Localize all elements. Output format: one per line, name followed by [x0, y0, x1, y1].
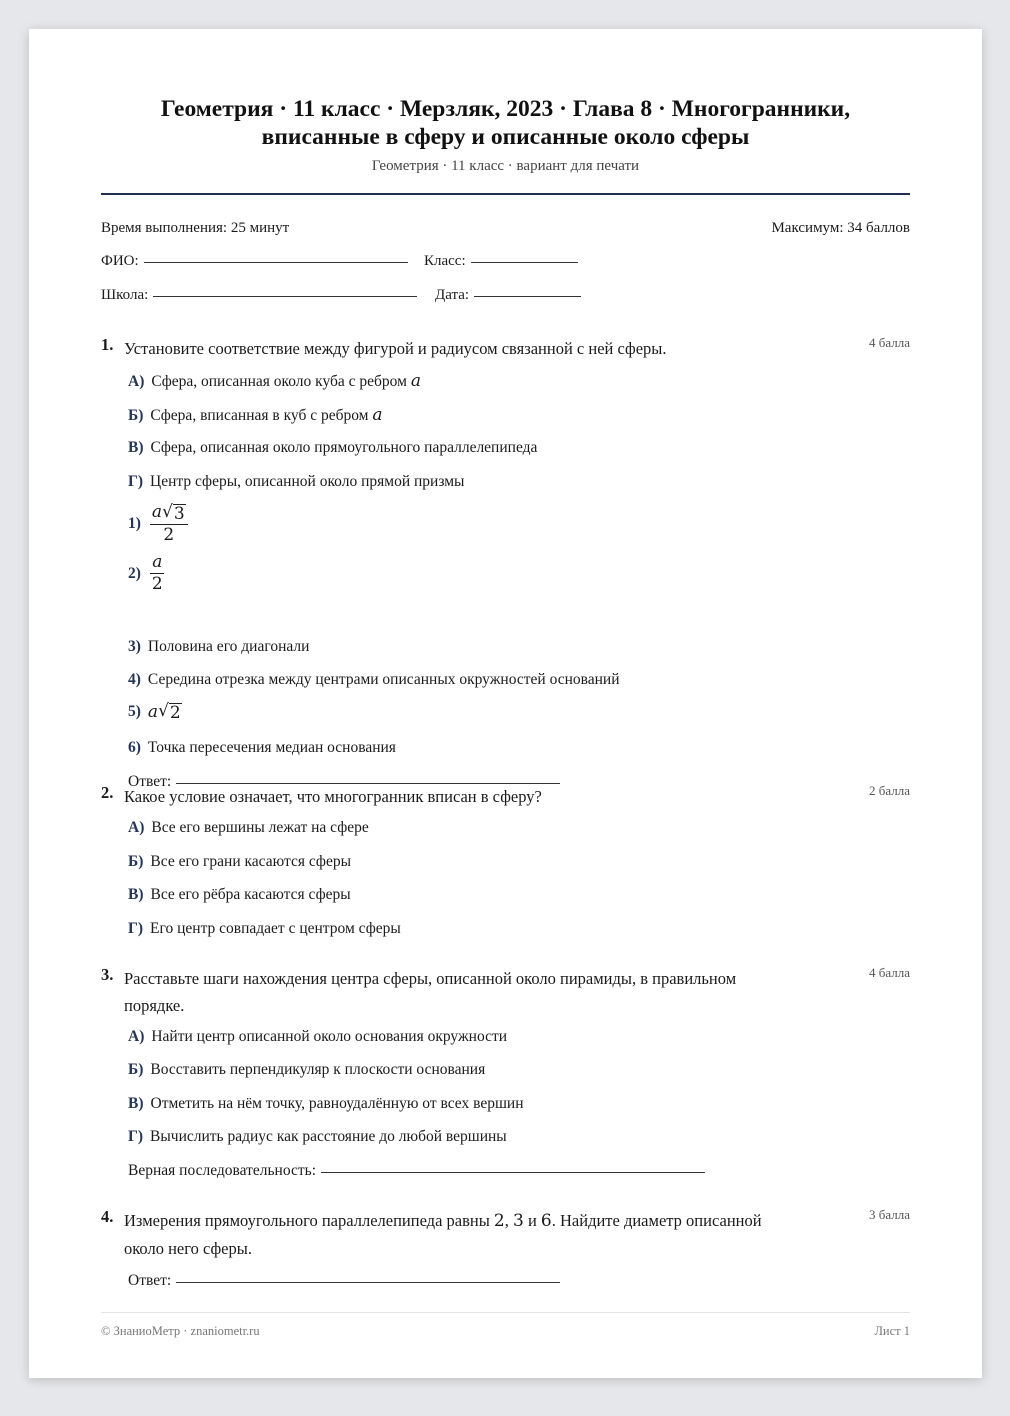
option-label: 2) — [128, 564, 141, 582]
number: 6 — [540, 1211, 552, 1231]
denominator: 2 — [163, 525, 175, 545]
school-field[interactable] — [101, 287, 417, 304]
option-item — [128, 701, 182, 723]
class-label: Класс: — [424, 253, 466, 269]
item-text: Восставить перпендикуляр к плоскости основания — [150, 1061, 486, 1078]
fio-line[interactable] — [144, 261, 408, 263]
list-item — [128, 371, 421, 391]
item-text: Отметить на нём точку, равноудалённую от всех вершин — [150, 1095, 524, 1112]
sequence-answer-field[interactable] — [128, 1162, 705, 1180]
footer-divider — [101, 1312, 910, 1313]
item-label: Г) — [128, 473, 144, 490]
page-title — [101, 95, 910, 151]
item-label: В) — [128, 439, 144, 456]
copyright: © ЗнаниоМетр · znaniometr.ru — [101, 1324, 260, 1338]
question-number: 1. — [101, 335, 114, 354]
item-label: Г) — [128, 920, 144, 937]
item-text: Все его грани касаются сферы — [150, 853, 352, 870]
item-text: Найти центр описанной около основания окружности — [151, 1028, 508, 1045]
option-item — [128, 502, 188, 546]
list-item — [128, 920, 401, 938]
item-text: Центр сферы, описанной около прямой призмы — [150, 473, 465, 490]
question-text — [124, 1207, 820, 1262]
item-label: В) — [128, 1095, 144, 1112]
answer-label: Верная последовательность: — [128, 1162, 317, 1179]
max-score: Максимум: 34 баллов — [771, 220, 910, 236]
item-text: Сфера, описанная около прямоугольного параллелепипеда — [150, 439, 538, 456]
question-text-part: Измерения прямоугольного параллелепипеда равны — [124, 1211, 490, 1230]
question-points: 3 балла — [869, 1207, 910, 1222]
sqrt: √ 2 — [158, 701, 181, 723]
item-label: Б) — [128, 853, 144, 870]
class-field[interactable] — [424, 253, 578, 270]
list-item — [128, 1061, 485, 1079]
option-label: 6) — [128, 739, 141, 756]
fraction: a √ 3 2 — [150, 502, 188, 546]
page-footer — [101, 1324, 910, 1339]
option-text: Половина его диагонали — [147, 638, 310, 655]
option-label: 5) — [128, 703, 141, 720]
option-text: Точка пересечения медиан основания — [147, 739, 396, 756]
list-item — [128, 439, 537, 457]
list-item — [128, 473, 464, 491]
date-label: Дата: — [435, 287, 470, 303]
list-item — [128, 886, 351, 904]
option-label: 1) — [128, 515, 141, 532]
item-label: Г) — [128, 1128, 144, 1145]
number: 3 — [513, 1211, 524, 1231]
question-points: 2 балла — [869, 783, 910, 798]
option-item — [128, 638, 309, 656]
time-limit: Время выполнения: 25 минут — [101, 220, 290, 236]
title-line-2: вписанные в сферу и описанные около сферы — [261, 124, 750, 150]
item-text: Все его рёбра касаются сферы — [150, 886, 351, 903]
page-subtitle: Геометрия · 11 класс · вариант для печати — [371, 158, 640, 174]
numerator: a — [152, 552, 163, 572]
header-divider — [101, 193, 910, 195]
date-field[interactable] — [435, 287, 581, 304]
question-points: 4 балла — [869, 335, 910, 350]
school-line[interactable] — [153, 295, 417, 297]
answer-label: Ответ: — [128, 1272, 172, 1289]
math-variable: a — [410, 371, 421, 391]
list-item — [128, 853, 351, 871]
answer-line[interactable] — [321, 1171, 705, 1173]
option-label: 4) — [128, 671, 141, 688]
question-text-line: около него сферы. — [124, 1239, 252, 1258]
list-item — [128, 1128, 507, 1146]
fio-label: ФИО: — [101, 253, 139, 269]
question-text-line: Расставьте шаги нахождения центра сферы, описанной около пирамиды, в правильном — [124, 969, 737, 988]
meta-row — [101, 220, 910, 237]
math-variable: a — [147, 702, 159, 722]
math-variable: a — [372, 405, 383, 425]
class-line[interactable] — [471, 261, 578, 263]
separator: , — [504, 1211, 509, 1230]
sheet-number: Лист 1 — [874, 1324, 910, 1338]
title-line-1: Геометрия · 11 класс · Мерзляк, 2023 · Глава 8 · Многогранники, — [160, 96, 851, 122]
math-variable: a — [151, 502, 163, 522]
item-label: А) — [128, 819, 145, 836]
item-text: Сфера, вписанная в куб с ребром — [150, 407, 369, 424]
question-text: Установите соответствие между фигурой и радиусом связанной с ней сферы. — [124, 339, 667, 358]
list-item — [128, 405, 383, 425]
item-label: А) — [128, 1028, 145, 1045]
school-label: Школа: — [101, 287, 149, 303]
radicand: 2 — [169, 703, 181, 723]
item-label: А) — [128, 373, 145, 390]
answer-line[interactable] — [176, 1281, 560, 1283]
question-number: 4. — [101, 1207, 114, 1226]
question-text: Какое условие означает, что многогранник вписан в сферу? — [124, 787, 542, 806]
option-text: Середина отрезка между центрами описанных окружностей оснований — [147, 671, 620, 688]
question-number: 3. — [101, 965, 114, 984]
answer-label: Ответ: — [128, 773, 172, 790]
item-label: Б) — [128, 407, 144, 424]
item-label: В) — [128, 886, 144, 903]
list-item — [128, 1028, 507, 1046]
fraction — [150, 552, 165, 595]
item-text: Все его вершины лежат на сфере — [151, 819, 369, 836]
answer-field[interactable] — [128, 1272, 560, 1290]
item-text: Сфера, описанная около куба с ребром — [151, 373, 407, 390]
list-item — [128, 819, 369, 837]
question-number: 2. — [101, 783, 114, 802]
question-points: 4 балла — [869, 965, 910, 980]
item-text: Его центр совпадает с центром сферы — [150, 920, 401, 937]
option-label: 3) — [128, 638, 141, 655]
date-line[interactable] — [474, 295, 581, 297]
item-label: Б) — [128, 1061, 144, 1078]
option-item — [128, 739, 396, 757]
worksheet-page — [29, 29, 982, 1378]
radicand: 3 — [173, 504, 185, 524]
denominator: 2 — [151, 574, 163, 594]
conjunction: и — [527, 1211, 537, 1230]
fio-field[interactable] — [101, 253, 408, 270]
option-item — [128, 552, 165, 595]
list-item — [128, 1095, 523, 1113]
number: 2 — [493, 1211, 505, 1231]
option-item — [128, 671, 620, 689]
question-text — [124, 965, 820, 1019]
question-text-line: порядке. — [124, 996, 185, 1015]
question-text-part: . Найдите диаметр описанной — [551, 1211, 762, 1230]
item-text: Вычислить радиус как расстояние до любой вершины — [150, 1128, 507, 1145]
